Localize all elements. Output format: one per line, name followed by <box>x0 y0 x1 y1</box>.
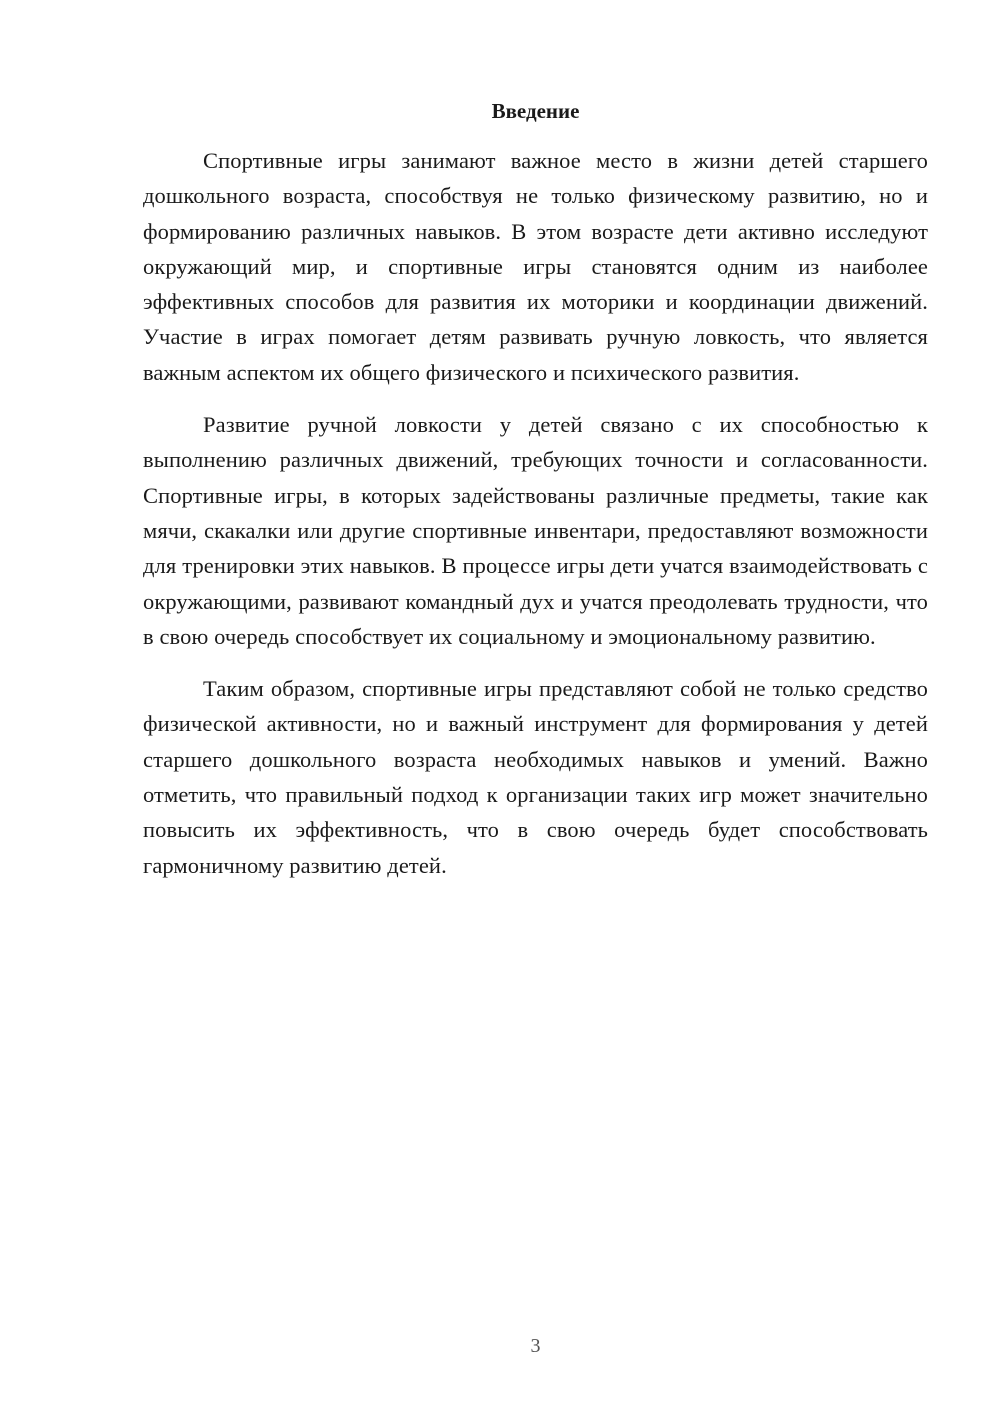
body-text <box>143 143 928 900</box>
paragraph-2: Развитие ручной ловкости у детей связано с их способностью к выполнению различных движений, требующих точности и согласованности. Спортивные игры, в которых задействованы различные предметы, такие как мячи, скакалки или другие спортивные инвентари, предоставляют возможности для тренировки этих навыков. В процессе игры дети учатся взаимодействовать с окружающими, развивают командный дух и учатся преодолевать трудности, что в свою очередь способствует их социальному и эмоциональному развитию. <box>143 412 928 649</box>
page-title: Введение <box>491 99 580 123</box>
paragraph-1: Спортивные игры занимают важное место в жизни детей старшего дошкольного возраста, способствуя не только физическому развитию, но и формированию различных навыков. В этом возрасте дети активно исследуют окружающий мир, и спортивные игры становятся одним из наиболее эффективных способов для развития их моторики и координации движений. Участие в играх помогает детям развивать ручную ловкость, что является важным аспектом их общего физического и психического развития. <box>143 148 928 385</box>
page-number: 3 <box>530 1335 541 1357</box>
paragraph-3: Таким образом, спортивные игры представляют собой не только средство физической активности, но и важный инструмент для формирования у детей старшего дошкольного возраста необходимых навыков и умений. Важно отметить, что правильный подход к организации таких игр может значительно повысить их эффективность, что в свою очередь будет способствовать гармоничному развитию детей. <box>143 676 928 878</box>
